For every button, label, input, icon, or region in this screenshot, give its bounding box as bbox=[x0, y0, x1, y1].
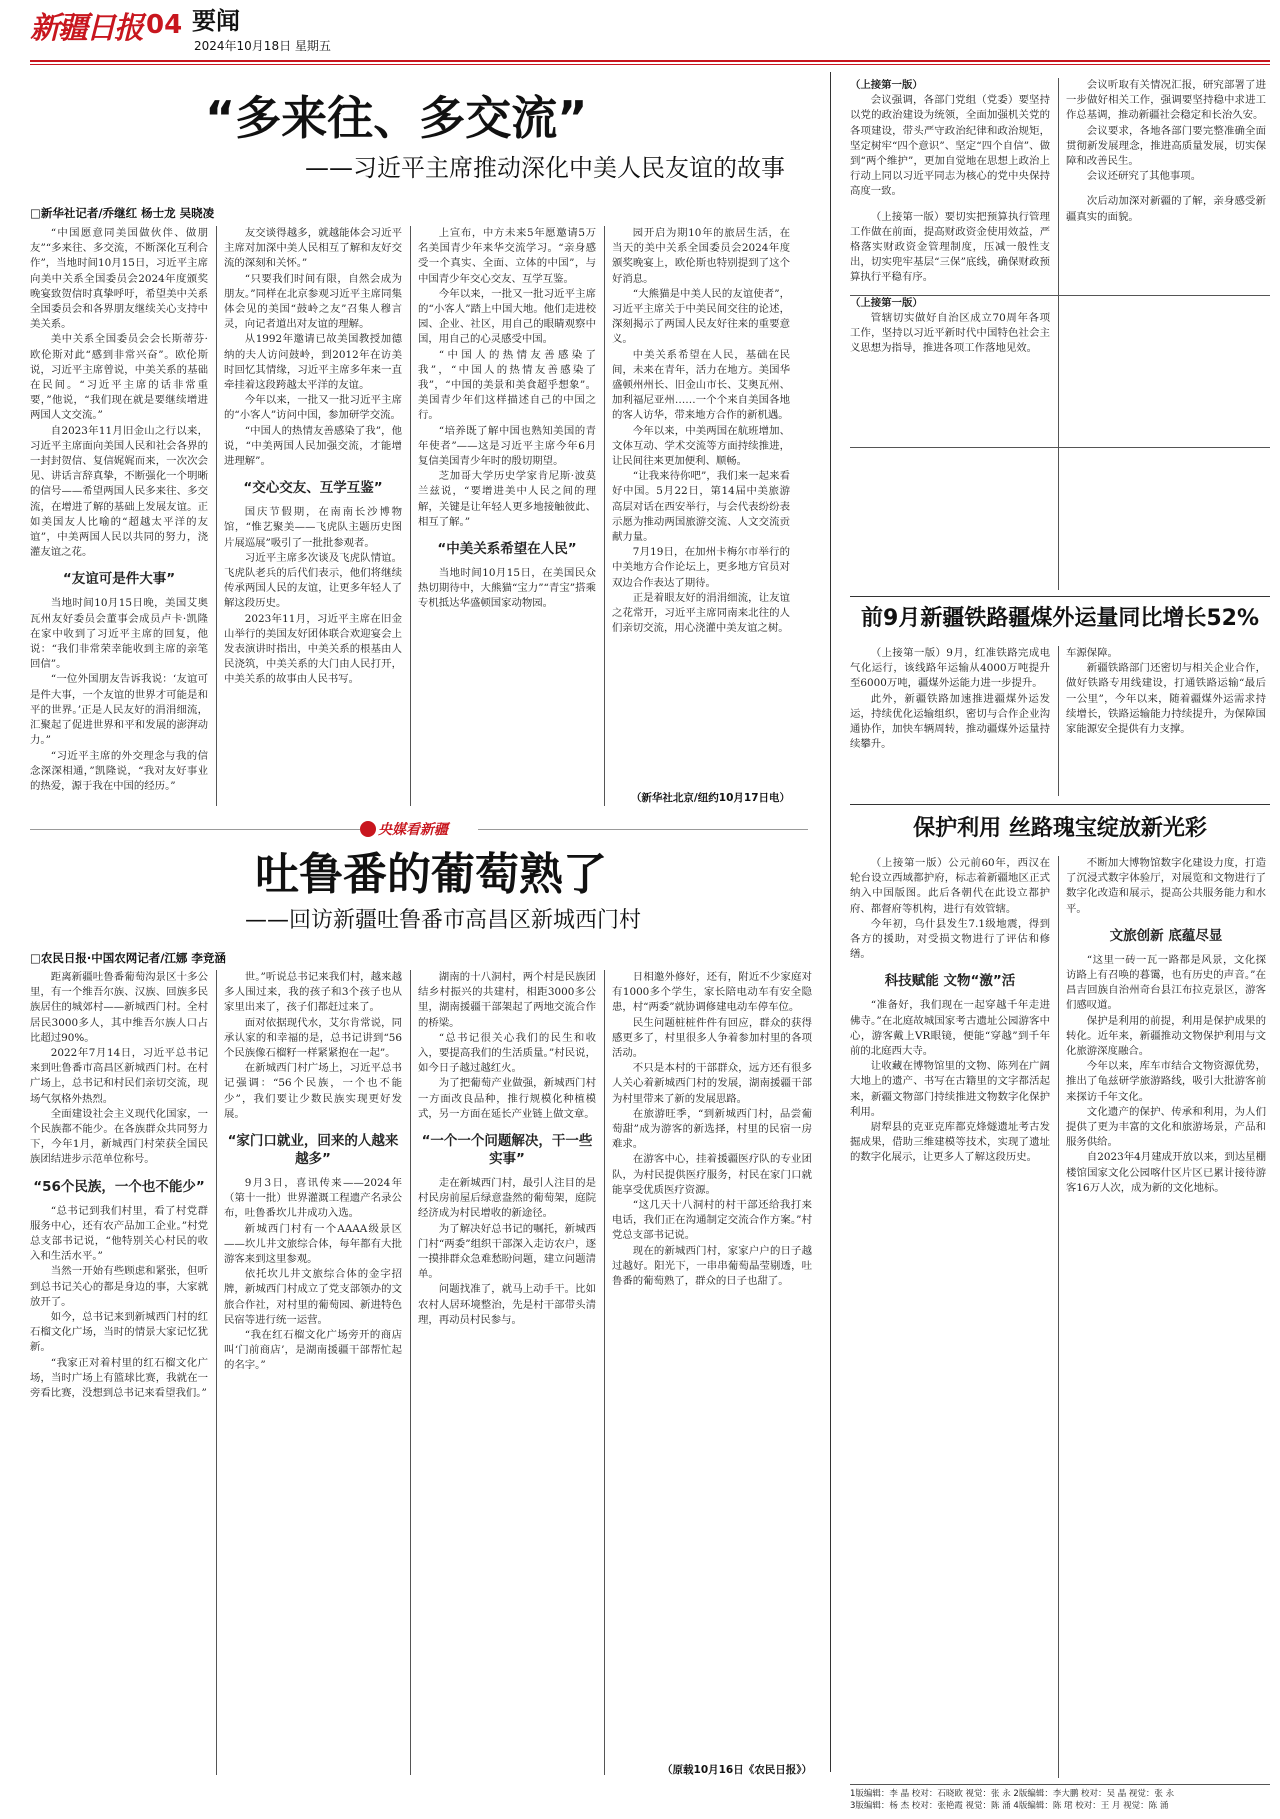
paragraph: 2023年11月，习近平主席在旧金山举行的美国友好团体联合欢迎宴会上发表演讲时指出，中美关系的根基由人民浇筑，中美关系的大门由人民打开，中美关系的故事由人民书写。 bbox=[224, 612, 402, 686]
paragraph: 此外，新疆铁路加速推进疆煤外运发运，持续优化运输组织，密切与合作企业沟通协作，加快车辆周转，推动疆煤外运量持续攀升。 bbox=[850, 692, 1050, 751]
silkroad-subtitle-tech: 科技赋能 文物“激”活 bbox=[884, 973, 1016, 990]
column-banner bbox=[360, 818, 476, 840]
paragraph: 7月19日，在加州卡梅尔市举行的中美地方合作论坛上，更多地方官员对双边合作表达了期待。 bbox=[612, 546, 790, 589]
article1-column-3 bbox=[418, 226, 596, 806]
paragraph: 新疆铁路部门还密切与相关企业合作，做好铁路专用线建设，打通铁路运输“最后一公里”，今年以来，随着疆煤外运需求持续增长，铁路运输能力持续提升，为保障国家能源安全提供有力支撑。 bbox=[1066, 662, 1266, 736]
article1-subtitle-friendship: “友谊可是件大事” bbox=[62, 571, 176, 588]
paragraph: 自2023年4月建成开放以来，到达星棚楼馆国家文化公园喀什区片区已累计接待游客16万人次，成为新的文化地标。 bbox=[1066, 1151, 1266, 1194]
paragraph: 全面建设社会主义现代化国家，一个民族都不能少。在各族群众共同努力下，今年1月，新城西门村荣获全国民族团结进步示范单位称号。 bbox=[30, 1107, 208, 1166]
article2-subtitle-employment: “家门口就业，回来的人越来越多” bbox=[227, 1133, 399, 1168]
paragraph: 习近平主席多次谈及飞虎队情谊。飞虎队老兵的后代们表示，他们将继续传承两国人民的友谊，让更多年轻人了解这段历史。 bbox=[224, 551, 402, 610]
paragraph: 为了把葡萄产业做强，新城西门村一方面改良品种，推行规模化种植模式，另一方面在延长产业链上做文章。 bbox=[418, 1077, 596, 1120]
article2-column-4 bbox=[612, 970, 812, 1760]
issue-date: 2024年10月18日 星期五 bbox=[194, 39, 331, 53]
paragraph: 文化遗产的保护、传承和利用，为人们提供了更为丰富的文化和旅游场景，产品和服务供给。 bbox=[1066, 1105, 1266, 1149]
brief-divider bbox=[850, 596, 1270, 597]
paragraph: 依托坎儿井文旅综合体的金字招牌，新城西门村成立了党支部领办的文旅合作社，对村里的葡萄园、新进特色民宿等进行统一运营。 bbox=[224, 1268, 402, 1326]
column-divider bbox=[1058, 646, 1059, 796]
paragraph: 9月3日，喜讯传来——2024年（第十一批）世界灌溉工程遗产名录公布，吐鲁番坎儿井成功入选。 bbox=[224, 1177, 402, 1220]
paragraph: 当地时间10月15日，在美国民众热切期待中，大熊猫“宝力”“青宝”搭乘专机抵达华盛顿国家动物园。 bbox=[418, 567, 596, 610]
column-divider bbox=[604, 226, 605, 806]
paragraph: “总书记很关心我们的民生和收入，要提高我们的生活质量。”村民说，如今日子越过越红火。 bbox=[418, 1031, 596, 1075]
paragraph: 今年以来，库车市结合文物资源优势，推出了龟兹研学旅游路线，吸引大批游客前来探访千年文化。 bbox=[1066, 1060, 1266, 1103]
paragraph: 日相邀外修好，还有，附近不少家庭对有1000多个学生，家长陪电动车有安全隐患，村“两委”就协调修建电动车停车位。 bbox=[612, 971, 812, 1014]
brief-column-1 bbox=[850, 78, 1050, 543]
page-number: 04 bbox=[146, 10, 183, 40]
paragraph: “准备好，我们现在一起穿越千年走进佛寺。”在北庭故城国家考古遗址公园游客中心，游客戴上VR眼镜，便能“穿越”到千年前的北庭西大寺。 bbox=[850, 999, 1050, 1058]
article2-headline: 吐鲁番的葡萄熟了 bbox=[255, 849, 607, 900]
banner-rule bbox=[478, 829, 808, 830]
paragraph: 为了解决好总书记的嘱托，新城西门村“两委”组织干部深入走访农户，逐一摸排群众急难愁盼问题，建立问题清单。 bbox=[418, 1222, 596, 1281]
column-divider bbox=[216, 970, 217, 1775]
continuation-mark: （上接第一版） bbox=[850, 79, 923, 91]
paragraph: “让我来待你吧”，我们来一起来看好中国。5月22日，第14届中美旅游高层对话在西安举行，与会代表纷纷表示愿为推动两国旅游交流、人文交流贡献力量。 bbox=[612, 470, 790, 544]
paragraph: 现在的新城西门村，家家户户的日子越过越好。阳光下，一串串葡萄晶莹剔透，吐鲁番的葡萄熟了，群众的日子也甜了。 bbox=[612, 1244, 812, 1288]
article1-subtitle-hope: “中美关系希望在人民” bbox=[437, 541, 577, 558]
header-rule-thin bbox=[30, 64, 1270, 65]
article1-headline: “多来往、多交流” bbox=[205, 91, 588, 145]
railway-column-2 bbox=[1066, 646, 1266, 796]
brief-column-2 bbox=[1066, 78, 1266, 543]
article1-byline: □新华社记者/乔继红 杨士龙 吴晓凌 bbox=[30, 206, 215, 220]
paragraph: 会议还研究了其他事项。 bbox=[1086, 170, 1202, 183]
article1-column-2 bbox=[224, 226, 402, 806]
paragraph: 新城西门村有一个AAAA级景区——坎儿井文旅综合体，每年都有大批游客来到这里参观。 bbox=[224, 1222, 402, 1266]
column-divider bbox=[410, 226, 411, 806]
article2-column-1 bbox=[30, 970, 208, 1775]
header-rule bbox=[30, 60, 1270, 62]
paragraph: 民生问题桩桩件件有回应，群众的获得感更多了，村里很多人争着参加村里的各项活动。 bbox=[612, 1016, 812, 1060]
paragraph: （上接第一版）要切实把预算执行管理工作做在前面，提高财政资金使用效益，严格落实财政资金管理制度，压减一般性支出，切实兜牢基层“三保”底线，确保财政预算执行平稳有序。 bbox=[850, 210, 1050, 284]
paragraph: “中国愿意同美国做伙伴、做朋友”“多来往、多交流，不断深化互利合作”，当地时间10月15日，习近平主席向美中关系全国委员会2024年度颁奖晚宴致贺信时真挚呼吁，希望美中关系全国委员会和各界朋友继续关心支持中美关系。 bbox=[30, 227, 208, 331]
paragraph: 从1992年邀请已故美国教授加德纳的夫人访问鼓岭，到2012年在访美时回忆其情缘，习近平主席多年来一直牵挂着这段跨越太平洋的友谊。 bbox=[224, 333, 402, 392]
paragraph: 正是着眼友好的涓涓细流，让友谊之花常开，习近平主席同南来北往的人们亲切交流，用心浇灌中美友谊之树。 bbox=[612, 591, 790, 635]
paragraph: 会议强调，各部门党组（党委）要坚持以党的政治建设为统领，全面加强机关党的各项建设，带头严守政治纪律和政治规矩，坚定树牢“四个意识”、坚定“四个自信”、做到“两个维护”，更加自觉地在思想上政治上行动上同以习近平同志为核心的党中央保持高度一致。 bbox=[850, 94, 1050, 198]
banner-dot-icon bbox=[360, 821, 376, 837]
paragraph: 在新城西门村广场上，习近平总书记强调：“56个民族，一个也不能少”，我们要让少数民族实现更好发展。 bbox=[224, 1062, 402, 1120]
article1-dateline: （新华社北京/纽约10月17日电） bbox=[630, 792, 790, 804]
paragraph: 今年以来，一批又一批习近平主席的“小客人”访问中国，参加研学交流。 bbox=[224, 394, 402, 422]
railway-column-1 bbox=[850, 646, 1050, 796]
editor-credits bbox=[850, 1788, 1270, 1812]
banner-rule bbox=[30, 829, 360, 830]
paragraph: 园开启为期10年的旅居生活，在当天的美中关系全国委员会2024年度颁奖晚宴上，欧伦斯也特别提到了这个好消息。 bbox=[612, 227, 790, 285]
paragraph: （上接第一版）9月，红准铁路完成电气化运行，该线路年运输从4000万吨提升至6000万吨，疆煤外运能力进一步提升。 bbox=[850, 647, 1050, 690]
paragraph: 不只是本村的干部群众，远方还有很多人关心着新城西门村的发展，湖南援疆干部为村里带来了新的发展思路。 bbox=[612, 1062, 812, 1105]
paragraph: “习近平主席的外交理念与我的信念深深相通，”凯隆说，“我对友好事业的热爱，源于我在中国的经历。” bbox=[30, 749, 208, 792]
paragraph: 美中关系全国委员会会长斯蒂芬·欧伦斯对此“感到非常兴奋”。欧伦斯说，习近平主席曾说，中美关系的基础在民间。“习近平主席的话非常重要，”他说，“我们现在就是要继续增进两国人文交流。” bbox=[30, 333, 208, 422]
brief-divider bbox=[850, 295, 1270, 296]
paragraph: 会议要求，各地各部门要完整准确全面贯彻新发展理念，推进高质量发展，切实保障和改善民生。 bbox=[1066, 124, 1266, 168]
article1-column-4 bbox=[612, 226, 790, 806]
paragraph: 上宣布，中方未来5年愿邀请5万名美国青少年来华交流学习。“亲身感受一个真实、全面、立体的中国”，与中国青少年交心交友、互学互鉴。 bbox=[418, 227, 596, 285]
paragraph: “只要我们时间有限，自然会成为朋友。”同样在北京参观习近平主席同集体会见的美国“鼓岭之友”召集人穆言灵，向记者道出对友谊的理解。 bbox=[224, 272, 402, 331]
article2-subtitle-ethnic: “56个民族，一个也不能少” bbox=[33, 1178, 205, 1195]
paragraph: 在旅游旺季，“到新城西门村，品尝葡萄甜”成为游客的新选择，村里的民宿一房难求。 bbox=[612, 1107, 812, 1151]
footer-rule bbox=[850, 1784, 1270, 1785]
column-divider bbox=[1058, 856, 1059, 1778]
paragraph: 2022年7月14日，习近平总书记来到吐鲁番市高昌区新城西门村。在村广场上，总书记和村民们亲切交流，现场气氛格外热烈。 bbox=[30, 1047, 208, 1105]
paragraph: 尉犁县的克亚克库都克烽燧遗址考古发掘成果，借助三维建模等技术，实现了遗址的数字化展示，让更多人了解这段历史。 bbox=[850, 1121, 1050, 1164]
paragraph: 自2023年11月旧金山之行以来，习近平主席面向美国人民和社会各界的一封封贺信、复信娓娓而来，一次次会见、讲话言辞真挚，不断强化一个明晰的信号——希望两国人民多来往、多交流，在增进了解的基础上发展友谊。正如美国友人比喻的“超越太平洋的友谊”，中美两国人民以共同的努力，浇灌友谊之花。 bbox=[30, 424, 208, 559]
paragraph: 让收藏在博物馆里的文物、陈列在广阔大地上的遗产、书写在古籍里的文字都活起来，新疆文物部门持续推进文物数字化保护利用。 bbox=[850, 1060, 1050, 1118]
article1-subtitle-exchange: “交心交友、互学互鉴” bbox=[243, 480, 383, 497]
paragraph: 走在新城西门村，最引人注目的是村民房前屋后绿意盎然的葡萄架，庭院经济成为村民增收的新途径。 bbox=[418, 1177, 596, 1220]
article2-column-2 bbox=[224, 970, 402, 1775]
paragraph: 中美关系希望在人民，基础在民间，未来在青年，活力在地方。美国华盛顿州州长、旧金山市长、艾奥瓦州、加利福尼亚州……一个个来自美国各地的客人访华，带来地方合作的新机遇。 bbox=[612, 348, 790, 422]
paragraph: “培养既了解中国也熟知美国的青年使者”——这是习近平主席今年6月复信美国青少年时的殷切期望。 bbox=[418, 424, 596, 468]
article2-byline: □农民日报·中国农网记者/江娜 李竞涵 bbox=[30, 951, 226, 965]
paragraph: “一位外国朋友告诉我说：‘友谊可是件大事，一个友谊的世界才可能是和平的世界。’正是人民友好的涓涓细流，汇聚起了促进世界和平和发展的澎湃动力。” bbox=[30, 673, 208, 747]
continuation-mark: （上接第一版） bbox=[850, 296, 923, 309]
paragraph: 世。”听说总书记来我们村，越来越多人围过来，我的孩子和3个孩子也从家里出来了，孩子们都赶过来了。 bbox=[224, 971, 402, 1014]
section-rule bbox=[850, 804, 1270, 805]
column-divider bbox=[1058, 78, 1059, 590]
paragraph: 友交谈得越多，就越能体会习近平主席对加深中美人民相互了解和友好交流的深刻和关怀。” bbox=[224, 227, 402, 270]
paragraph: （上接第一版）公元前60年，西汉在轮台设立西域都护府，标志着新疆地区正式纳入中国版图。此后各朝代在此设立都护府、都督府等机构，进行有效管辖。 bbox=[850, 857, 1050, 915]
railway-news-title: 前9月新疆铁路疆煤外运量同比增长52% bbox=[861, 606, 1259, 631]
paragraph: 在游客中心，挂着援疆医疗队的专业团队，为村民提供医疗服务，村民在家门口就能享受优质医疗资源。 bbox=[612, 1153, 812, 1196]
paragraph: 面对依据现代水，艾尔肯常说，同承认家的和幸福的是，总书记讲到“56个民族像石榴籽一样紧紧抱在一起”。 bbox=[224, 1016, 402, 1060]
brief-divider bbox=[850, 447, 1270, 448]
column-divider bbox=[410, 970, 411, 1775]
paragraph: 今年初，乌什县发生7.1级地震，得到各方的援助，对受损文物进行了评估和修缮。 bbox=[850, 917, 1050, 961]
banner-label: 央媒看新疆 bbox=[378, 822, 448, 838]
paragraph: 国庆节假期，在南南长沙博物馆，“惟艺聚美——飞虎队主题历史图片展巡展”吸引了一批批参观者。 bbox=[224, 506, 402, 549]
article2-subheadline: ——回访新疆吐鲁番市高昌区新城西门村 bbox=[245, 908, 642, 933]
article1-subheadline: ——习近平主席推动深化中美人民友谊的故事 bbox=[305, 154, 785, 182]
newspaper-logo: 新疆日报 bbox=[30, 11, 142, 46]
paragraph: 次后动加深对新疆的了解，亲身感受新疆真实的面貌。 bbox=[1066, 195, 1266, 223]
paragraph: “总书记到我们村里，看了村党群服务中心，还有农产品加工企业。”村党总支部书记说，“他特别关心村民的收入和生活水平。” bbox=[30, 1204, 208, 1263]
section-divider bbox=[830, 72, 831, 1772]
silkroad-news-title: 保护利用 丝路瑰宝绽放新光彩 bbox=[913, 816, 1207, 841]
paragraph: 今年以来，中美两国在航班增加、文体互动、学术交流等方面持续推进，让民间往来更加便利、顺畅。 bbox=[612, 424, 790, 468]
paragraph: 不断加大博物馆数字化建设力度，打造了沉浸式数字体验厅，对展览和文物进行了数字化改造和展示，提高公共服务能力和水平。 bbox=[1066, 857, 1266, 915]
silkroad-subtitle-tourism: 文旅创新 底蕴尽显 bbox=[1109, 927, 1223, 944]
paragraph: “中国人的热情友善感染了我”，他说，“中美两国人民加强交流，才能增进理解”。 bbox=[224, 424, 402, 468]
paragraph: 距离新疆吐鲁番葡萄沟景区十多公里，有一个维吾尔族、汉族、回族多民族居住的城郊村——新城西门村。全村居民3000多人，其中维吾尔族人口占比超过90%。 bbox=[30, 971, 208, 1044]
paragraph: “这里一砖一瓦一路都是风景，文化探访路上有召唤的暮霭，也有历史的声音。”在昌吉回族自治州奇台县江布拉克景区，游客们感叹道。 bbox=[1066, 953, 1266, 1012]
editor-credits-line: 1版编辑：李 晶 校对：石晓欧 视觉：张 永 2版编辑：李大鹏 校对：吴 晶 视觉：张 永 bbox=[850, 1789, 1175, 1799]
paragraph: “我在红石榴文化广场旁开的商店叫‘门前商店’，是湖南援疆干部帮忙起的名字。” bbox=[224, 1329, 402, 1372]
silkroad-column-2 bbox=[1066, 856, 1266, 1778]
article2-source: （原载10月16日《农民日报》） bbox=[662, 1764, 812, 1776]
section-name: 要闻 bbox=[192, 7, 240, 35]
paragraph: 问题找准了，就马上动手干。比如农村人居环境整治，先是村干部带头清理，再动员村民参与。 bbox=[418, 1283, 596, 1326]
article2-subtitle-problems: “一个一个问题解决，干一些实事” bbox=[421, 1133, 593, 1168]
paragraph: 湖南的十八洞村，两个村是民族团结乡村振兴的共建村，相距3000多公里，湖南援疆干部架起了两地交流合作的桥梁。 bbox=[418, 971, 596, 1029]
editor-credits-line: 3版编辑：杨 杰 校对：张艳霞 视觉：陈 涌 4版编辑：陈 珺 校对：王 月 视觉：陈 涌 bbox=[850, 1801, 1169, 1811]
column-divider bbox=[216, 226, 217, 806]
paragraph: “这几天十八洞村的村干部还给我打来电话，我们正在沟通制定交流合作方案。”村党总支部书记说。 bbox=[612, 1199, 812, 1242]
paragraph: “大熊猫是中美人民的友谊使者”，习近平主席关于中美民间交往的论述，深刻揭示了两国人民友好往来的重要意义。 bbox=[612, 287, 790, 346]
paragraph: 保护是利用的前提，利用是保护成果的转化。近年来，新疆推动文物保护利用与文化旅游深度融合。 bbox=[1066, 1014, 1266, 1058]
paragraph: 车源保障。 bbox=[1066, 647, 1118, 659]
paragraph: 当然一开始有些顾虑和紧张，但听到总书记关心的都是身边的事，大家就放开了。 bbox=[30, 1265, 208, 1308]
article1-column-1 bbox=[30, 226, 208, 806]
article2-column-3 bbox=[418, 970, 596, 1775]
paragraph: “中国人的热情友善感染了我”，“中国人的热情友善感染了我”，“中国的美景和美食超乎想象”。美国青少年们这样描述自己的中国之行。 bbox=[418, 348, 596, 422]
paragraph: 如今，总书记来到新城西门村的红石榴文化广场，当时的情景大家记忆犹新。 bbox=[30, 1311, 208, 1354]
paragraph: 管辖切实做好自治区成立70周年各项工作，坚持以习近平新时代中国特色社会主义思想为指导，推进各项工作落地见效。 bbox=[850, 311, 1050, 355]
paragraph: 当地时间10月15日晚，美国艾奥瓦州友好委员会董事会成员卢卡·凯隆在家中收到了习近平主席的回复，他说：“我们非常荣幸能收到主席的亲笔回信”。 bbox=[30, 597, 208, 671]
paragraph: 芝加哥大学历史学家肯尼斯·波莫兰兹说，“要增进美中人民之间的理解，关键是让年轻人更多地接触彼此、相互了解。” bbox=[418, 470, 596, 528]
paragraph: “我家正对着村里的红石榴文化广场，当时广场上有篮球比赛，我就在一旁看比赛，没想到总书记来看望我们。” bbox=[30, 1356, 208, 1400]
column-divider bbox=[604, 970, 605, 1775]
silkroad-column-1 bbox=[850, 856, 1050, 1778]
paragraph: 今年以来，一批又一批习近平主席的“小客人”踏上中国大地。他们走进校园、企业、社区，用自己的眼睛观察中国，用自己的心灵感受中国。 bbox=[418, 287, 596, 346]
paragraph: 会议听取有关情况汇报，研究部署了进一步做好相关工作，强调要坚持稳中求进工作总基调，推动新疆社会稳定和长治久安。 bbox=[1066, 79, 1266, 122]
